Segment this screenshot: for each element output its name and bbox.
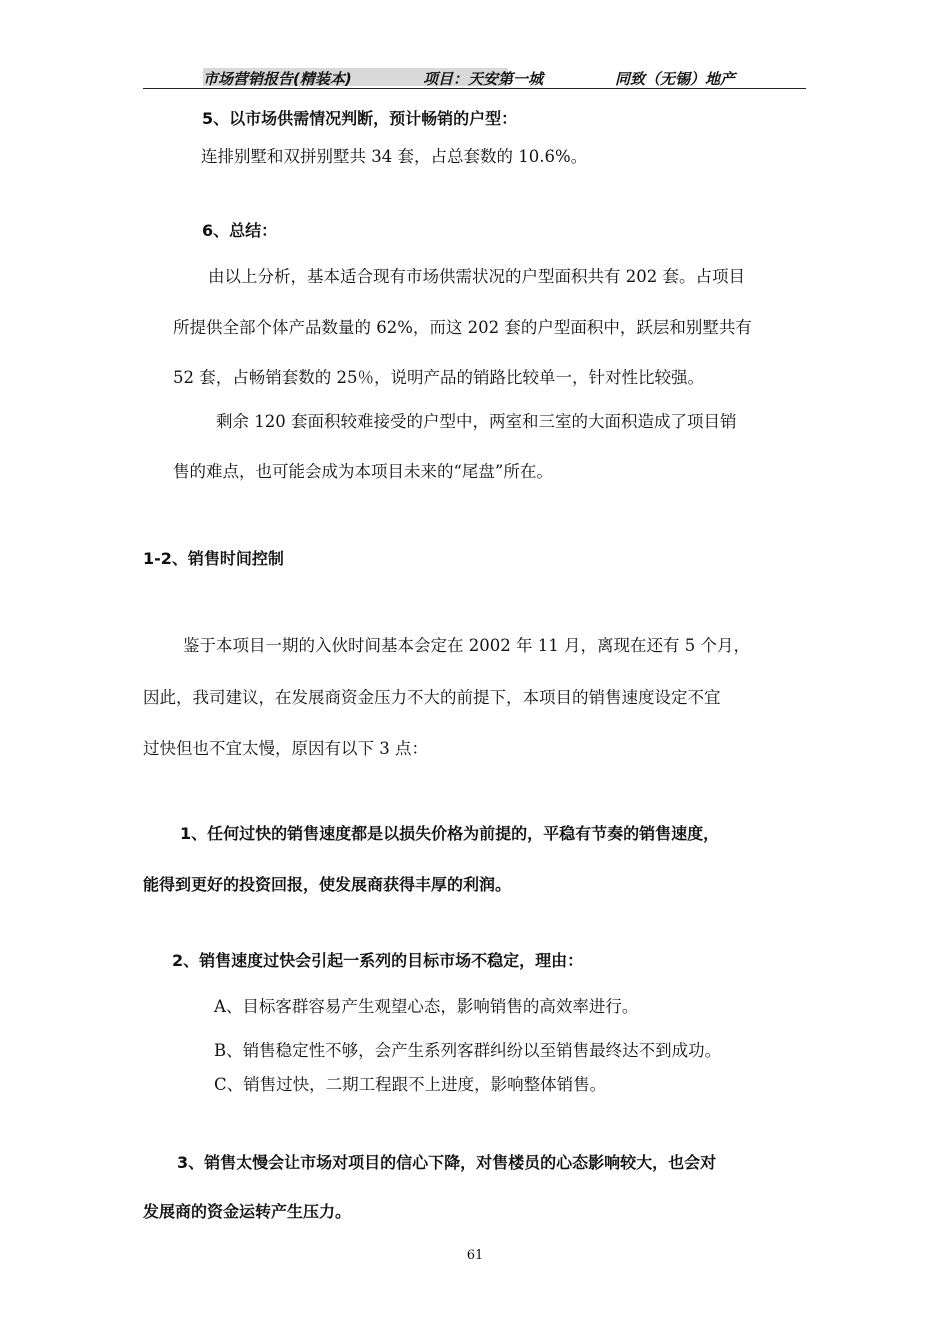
paragraph-7-line-1: 剩余 120 套面积较难接受的户型中，两室和三室的大面积造成了项目销 (216, 412, 737, 431)
heading-5: 5、以市场供需情况判断，预计畅销的户型： (202, 109, 518, 128)
reason-1-line-1: 1、任何过快的销售速度都是以损失价格为前提的，平稳有节奏的销售速度， (180, 824, 720, 843)
page-number: 61 (466, 1248, 484, 1263)
paragraph-6-line-1: 由以上分析，基本适合现有市场供需状况的户型面积共有 202 套。占项目 (208, 267, 745, 286)
reason-1-line-2: 能得到更好的投资回报，使发展商获得丰厚的利润。 (143, 875, 512, 894)
paragraph-6-line-2: 所提供全部个体产品数量的 62%，而这 202 套的户型面积中，跃层和别墅共有 (173, 318, 752, 337)
heading-6: 6、总结： (202, 221, 278, 240)
header-report-title: 市场营销报告(精装本) (203, 70, 352, 88)
header-project: 项目：天安第一城 (423, 70, 544, 88)
paragraph-8-line-3: 过快但也不宜太慢，原因有以下 3 点： (143, 739, 428, 758)
header-company: 同致（无锡）地产 (615, 70, 736, 88)
paragraph-5: 连排别墅和双拼别墅共 34 套，占总套数的 10.6%。 (201, 147, 588, 166)
section-title: 1-2、销售时间控制 (143, 549, 284, 568)
paragraph-8-line-2: 因此，我司建议，在发展商资金压力不大的前提下，本项目的销售速度设定不宜 (143, 688, 721, 707)
paragraph-6-line-3: 52 套，占畅销套数的 25％，说明产品的销路比较单一，针对性比较强。 (173, 368, 704, 387)
reason-2-item-c: C、销售过快，二期工程跟不上进度，影响整体销售。 (214, 1075, 607, 1094)
page-header (143, 64, 806, 89)
reason-3-line-2: 发展商的资金运转产生压力。 (143, 1202, 352, 1221)
reason-2-item-b: B、销售稳定性不够，会产生系列客群纠纷以至销售最终达不到成功。 (214, 1041, 722, 1060)
reason-2-heading: 2、销售速度过快会引起一系列的目标市场不稳定，理由： (172, 951, 584, 970)
reason-3-line-1: 3、销售太慢会让市场对项目的信心下降，对售楼员的心态影响较大，也会对 (177, 1153, 717, 1172)
reason-2-item-a: A、目标客群容易产生观望心态，影响销售的高效率进行。 (214, 997, 639, 1016)
paragraph-8-line-1: 鉴于本项目一期的入伙时间基本会定在 2002 年 11 月，离现在还有 5 个月， (183, 636, 750, 655)
paragraph-7-line-2: 售的难点，也可能会成为本项目未来的“尾盘”所在。 (173, 462, 553, 481)
